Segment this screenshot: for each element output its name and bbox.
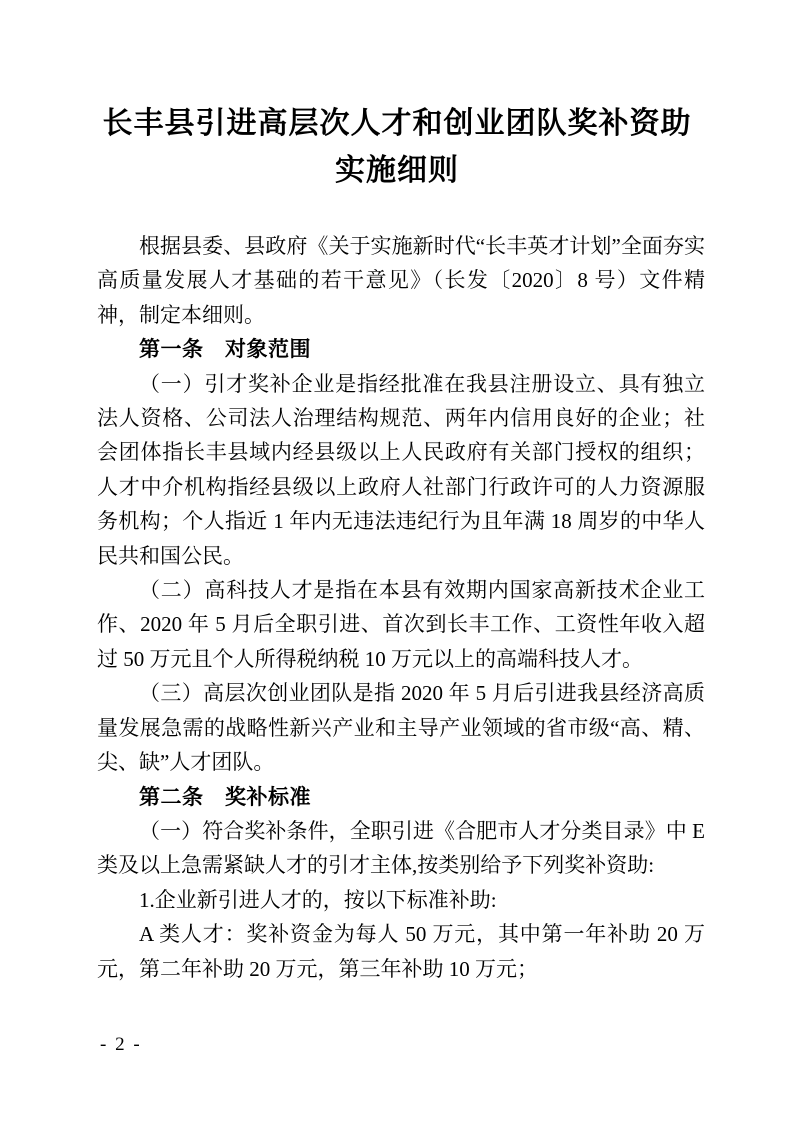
paragraph-article2-subitem1: 1.企业新引进人才的，按以下标准补助: (139, 887, 497, 912)
page-number: - 2 - (100, 1034, 142, 1055)
paragraph-article1-item1: （一）引才奖补企业是指经批准在我县注册设立、具有独立法人资格、公司法人治理结构规范、两年内信用良好的企业；社会团体指长丰县域内经县级以上人民政府有关部门授权的组织；人才中介机构指经县级以上政府人社部门行政许可的人力资源服务机构；个人指近 1 年内无违法违纪行为且年满 18 周岁的中华人民共和国公民。 (97, 371, 705, 568)
paragraph-article2-class-a: A 类人才：奖补资金为每人 50 万元，其中第一年补助 20 万元，第二年补助 20 万元，第三年补助 10 万元； (97, 922, 705, 981)
document-title-line-2: 实施细则 (335, 153, 459, 188)
paragraph-article1-item2: （二）高科技人才是指在本县有效期内国家高新技术企业工作、2020 年 5 月后全职引进、首次到长丰工作、工资性年收入超过 50 万元且个人所得税纳税 10 万元以上的高端科技人才。 (97, 578, 705, 671)
document-title-line-1: 长丰县引进高层次人才和创业团队奖补资助 (102, 106, 692, 141)
paragraph-basis: 根据县委、县政府《关于实施新时代“长丰英才计划”全面夯实高质量发展人才基础的若干意见》（长发〔2020〕8 号）文件精神，制定本细则。 (97, 234, 705, 327)
document-body (97, 229, 705, 986)
document-title (47, 100, 747, 194)
section-heading-article-1: 第一条 对象范围 (139, 337, 311, 362)
paragraph-article1-item3: （三）高层次创业团队是指 2020 年 5 月后引进我县经济高质量发展急需的战略性新兴产业和主导产业领域的省市级“高、精、尖、缺”人才团队。 (97, 681, 705, 775)
section-heading-article-2: 第二条 奖补标准 (139, 784, 311, 809)
paragraph-article2-item1: （一）符合奖补条件，全职引进《合肥市人才分类目录》中 E 类及以上急需紧缺人才的引才主体,按类别给予下列奖补资助: (97, 818, 705, 878)
